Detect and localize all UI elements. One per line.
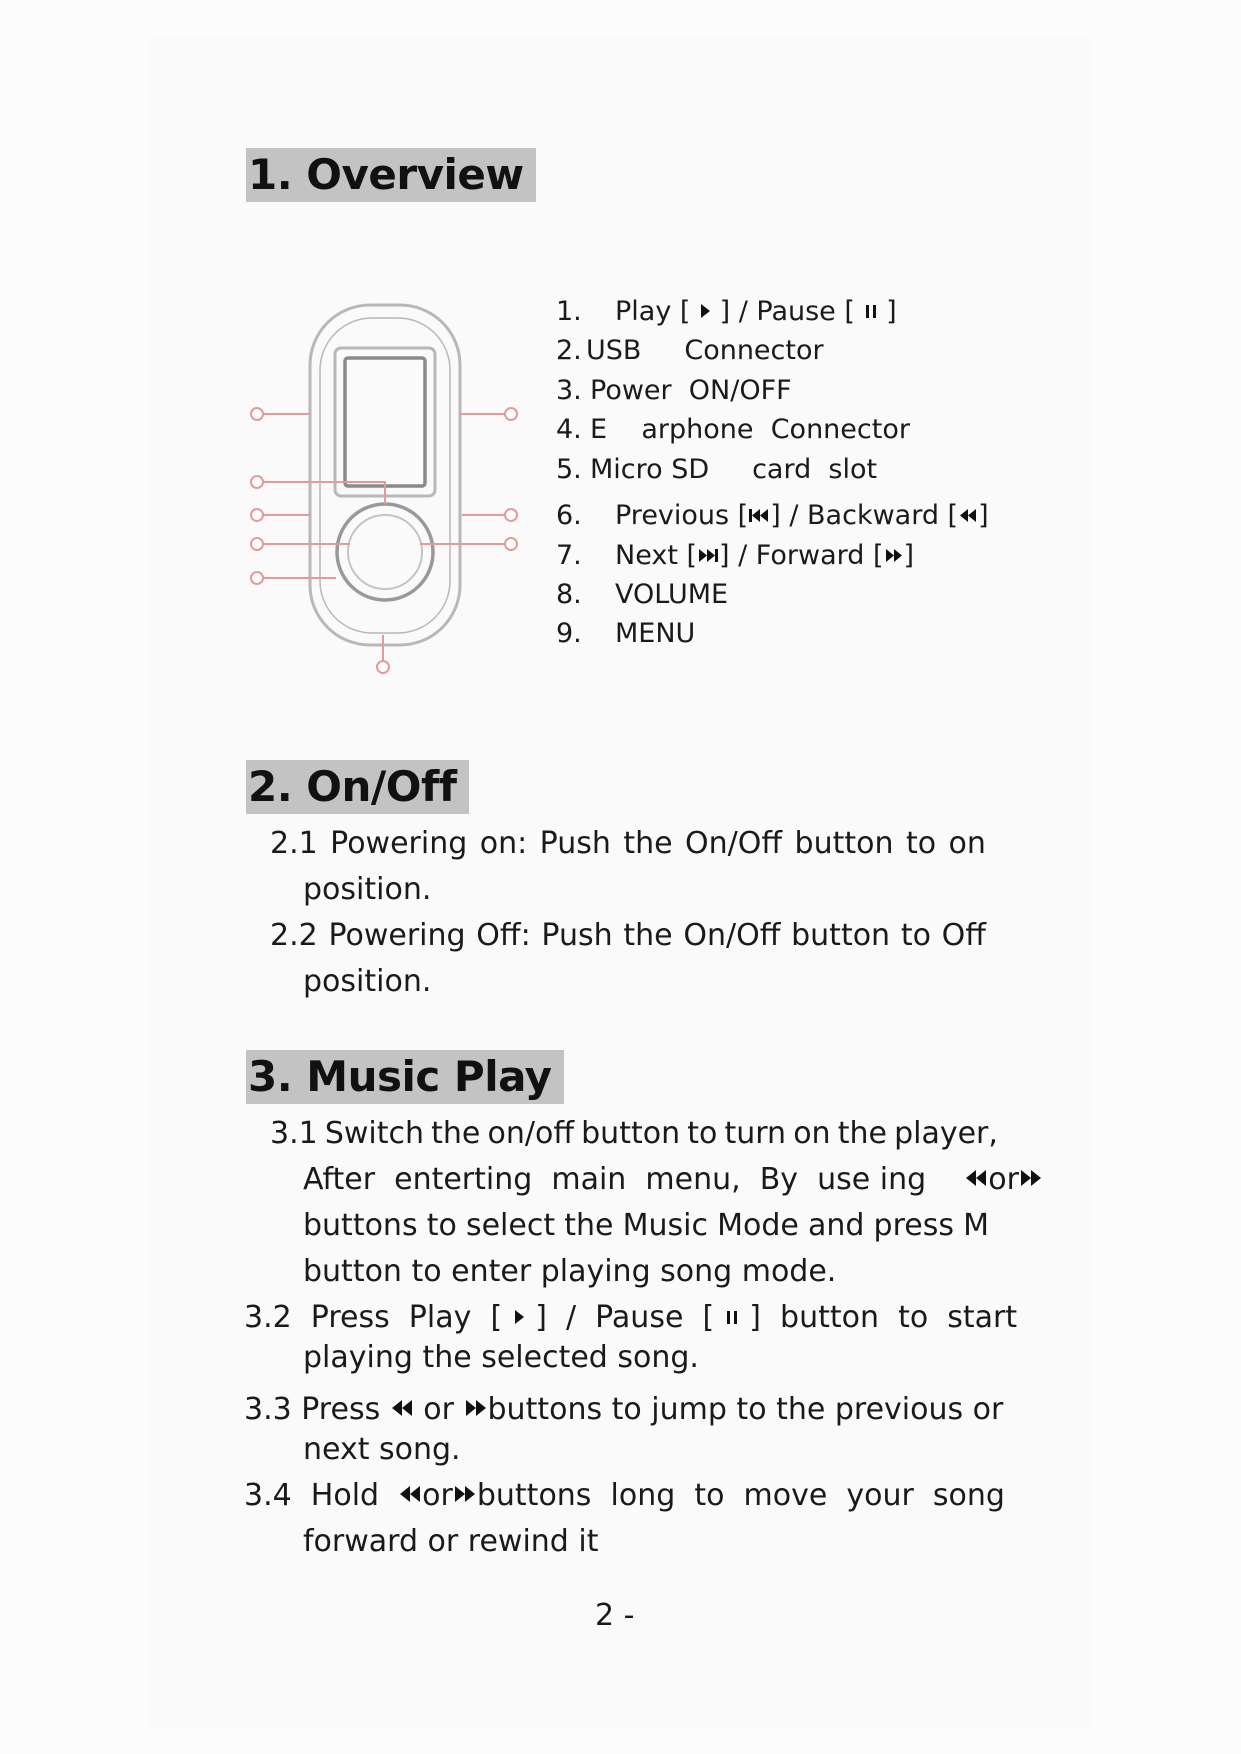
word: to: [687, 1116, 718, 1151]
onoff-paragraph-2-line-2: position.: [303, 964, 432, 999]
word: to: [905, 826, 937, 861]
onoff-paragraph-1-line-1: [270, 826, 986, 861]
onoff-paragraph-2-line-1: [270, 918, 986, 953]
section-heading-music-play: 3. Music Play: [246, 1050, 564, 1104]
word: button: [791, 918, 891, 953]
text-segment: 3.2 Press Play [: [244, 1300, 512, 1335]
word: the: [564, 1208, 614, 1243]
music-paragraph-1-line-3: [303, 1208, 989, 1243]
text-segment: buttons to jump to the previous or: [487, 1392, 1004, 1427]
music-paragraph-3-line-1: [244, 1392, 1003, 1427]
play-icon: [699, 302, 711, 320]
legend-text: ]: [903, 540, 915, 571]
text-segment: ] button to start: [739, 1300, 1018, 1335]
text-segment: or: [422, 1478, 453, 1513]
legend-number: 2.: [556, 335, 582, 366]
word: Powering: [328, 918, 466, 953]
word: Mode: [717, 1208, 799, 1243]
fast-forward-icon: [884, 546, 904, 564]
legend-text: Next [: [615, 540, 698, 571]
music-paragraph-2-line-2: playing the selected song.: [303, 1340, 699, 1375]
word: M: [963, 1208, 989, 1243]
word: and: [807, 1208, 865, 1243]
legend-text: VOLUME: [615, 579, 729, 610]
legend-number: 4.: [556, 414, 582, 445]
text-segment: buttons long to move your song: [476, 1478, 1005, 1513]
fast-forward-icon: [453, 1483, 477, 1505]
word: the: [837, 1116, 887, 1151]
skip-next-icon: [697, 546, 719, 564]
text-segment: or: [988, 1162, 1019, 1197]
word: select: [465, 1208, 556, 1243]
music-paragraph-3-line-2: next song.: [303, 1432, 461, 1467]
music-paragraph-2-line-1: [244, 1300, 1017, 1335]
legend-number: 7.: [556, 540, 582, 571]
legend-number: 1.: [556, 296, 582, 327]
music-paragraph-4-line-2: forward or rewind it: [303, 1524, 599, 1559]
skip-previous-icon: [748, 506, 770, 524]
pause-icon: [724, 1307, 740, 1327]
legend-number: 9.: [556, 618, 582, 649]
legend-text: Micro SD card slot: [590, 454, 878, 485]
word: the: [431, 1116, 481, 1151]
word: on: [793, 1116, 831, 1151]
word: Switch: [324, 1116, 425, 1151]
legend-text: ] / Forward [: [719, 540, 884, 571]
word: player,: [894, 1116, 998, 1151]
fast-forward-icon: [464, 1397, 488, 1419]
legend-text: E arphone Connector: [590, 414, 910, 445]
music-paragraph-1-line-4: button to enter playing song mode.: [303, 1254, 837, 1289]
legend-text: ]: [877, 296, 897, 327]
word: the: [623, 826, 673, 861]
page-number: 2 -: [595, 1598, 635, 1633]
music-paragraph-4-line-1: [244, 1478, 1005, 1513]
legend-text: ] / Backward [: [770, 500, 959, 531]
onoff-paragraph-1-line-2: position.: [303, 872, 432, 907]
music-paragraph-1-line-1: [270, 1116, 998, 1151]
word: turn: [724, 1116, 787, 1151]
word: Push: [541, 918, 613, 953]
rewind-icon: [958, 506, 978, 524]
legend-text: Previous [: [615, 500, 749, 531]
pause-icon: [864, 302, 878, 320]
word: 2.1: [270, 826, 318, 861]
word: press: [873, 1208, 954, 1243]
text-segment: ] / Pause [: [525, 1300, 724, 1335]
section-heading-overview: 1. Overview: [246, 148, 536, 202]
section-heading-onoff: 2. On/Off: [246, 760, 469, 814]
word: On/Off: [685, 826, 783, 861]
text-segment: or: [413, 1392, 464, 1427]
word: on:: [479, 826, 528, 861]
word: 2.2: [270, 918, 318, 953]
word: On/Off: [683, 918, 781, 953]
word: Off: [941, 918, 986, 953]
word: on/off: [487, 1116, 575, 1151]
device-diagram: [240, 290, 530, 680]
text-segment: 3.4 Hold: [244, 1478, 399, 1513]
word: to: [426, 1208, 457, 1243]
legend-text: Power ON/OFF: [590, 375, 792, 406]
legend-number: 8.: [556, 579, 582, 610]
legend-text: ] / Pause [: [711, 296, 864, 327]
play-icon: [512, 1307, 526, 1327]
legend-text: MENU: [615, 618, 696, 649]
rewind-icon: [964, 1167, 988, 1189]
word: Powering: [330, 826, 468, 861]
music-paragraph-1-line-2: [303, 1162, 1043, 1197]
legend-text: ]: [978, 500, 989, 531]
legend-number: 6.: [556, 500, 582, 531]
rewind-icon: [398, 1483, 422, 1505]
word: 3.1: [270, 1116, 318, 1151]
text-segment: 3.3 Press: [244, 1392, 390, 1427]
word: the: [623, 918, 673, 953]
legend-number: 3.: [556, 375, 582, 406]
word: on: [948, 826, 986, 861]
legend-text: USB Connector: [586, 335, 824, 366]
word: button: [581, 1116, 681, 1151]
rewind-icon: [390, 1397, 414, 1419]
word: Push: [539, 826, 611, 861]
fast-forward-icon: [1019, 1167, 1043, 1189]
word: buttons: [303, 1208, 418, 1243]
word: Off:: [476, 918, 531, 953]
text-segment: After enterting main menu, By use ing: [303, 1162, 965, 1197]
legend-text: Play [: [615, 296, 700, 327]
word: Music: [622, 1208, 708, 1243]
word: button: [794, 826, 894, 861]
word: to: [900, 918, 931, 953]
legend-number: 5.: [556, 454, 582, 485]
